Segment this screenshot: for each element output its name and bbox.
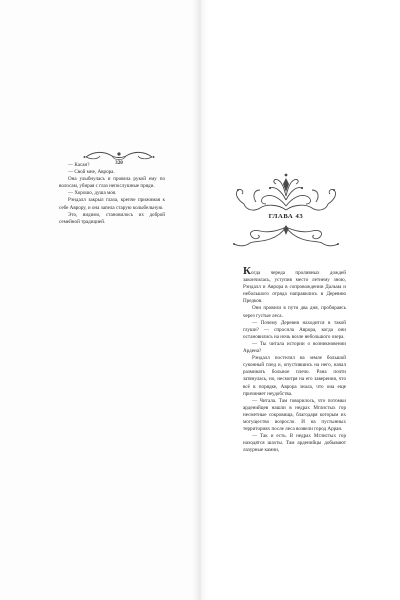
paragraph: Это, видимо, становилось их доброй семейной традицией.: [59, 211, 165, 225]
book-gutter: [192, 0, 208, 600]
paragraph: — Так и есть. В недрах Мглистых гор находятся шахты. Там арденийцы добывают лазурные камни,: [243, 433, 346, 454]
paragraph: — Ты читала истории о возникновении Ардена?: [243, 340, 346, 355]
right-body-text: [243, 265, 346, 454]
page-number: 320: [115, 160, 123, 166]
chapter-title: ГЛАВА 43: [268, 213, 304, 220]
paragraph: Рэндалл закрыл глаза, крепче прижимая к себе Аврору, и она запела старую колыбельную.: [59, 197, 165, 211]
paragraph: Они провели в пути два дня, пробираясь через густые леса.: [243, 305, 346, 319]
paragraph: [243, 265, 346, 305]
paragraph: — Читала. Там говорилось, что потомки арденийцев нашли в недрах Мглистых гор несметные сокровища, благодаря которым их могущество возросло. И на пустынных территориях после леса возвели город Арран.: [243, 397, 346, 433]
paragraph: — Свой мне, Аврора.: [68, 169, 115, 176]
drop-cap: К: [243, 265, 251, 277]
scroll-flourish-icon: [226, 223, 346, 249]
paragraph: — Хорошо, душа моя.: [68, 190, 117, 197]
baroque-filigree-icon: [226, 170, 346, 214]
paragraph: — Касан?: [68, 162, 90, 168]
paragraph: Рэндалл постелил на земле большой суконный плед и, опустившись на него, начал разминать больное плечо. Рана почти затянулась, но, несмотря на его заверения, что всё в порядке, Аврора знала, что она еще причиняет неудобства.: [243, 355, 346, 397]
left-body-text: [59, 162, 165, 226]
paragraph: Она улыбнулась и провела рукой ему по волосам, убирая с глаз непослушные пряди.: [59, 176, 165, 190]
paragraph-text: огда череда проливных дождей закончилась, уступив место летнему зною, Рэндалл и Аврора в сопровождении Дальма и небольшого отряда направились в Деревню Предков.: [243, 270, 346, 305]
paragraph: — Почему Деревня находится в такой глуши? — спросила Аврора, когда они остановились на ночь возле небольшого озера.: [243, 319, 346, 340]
